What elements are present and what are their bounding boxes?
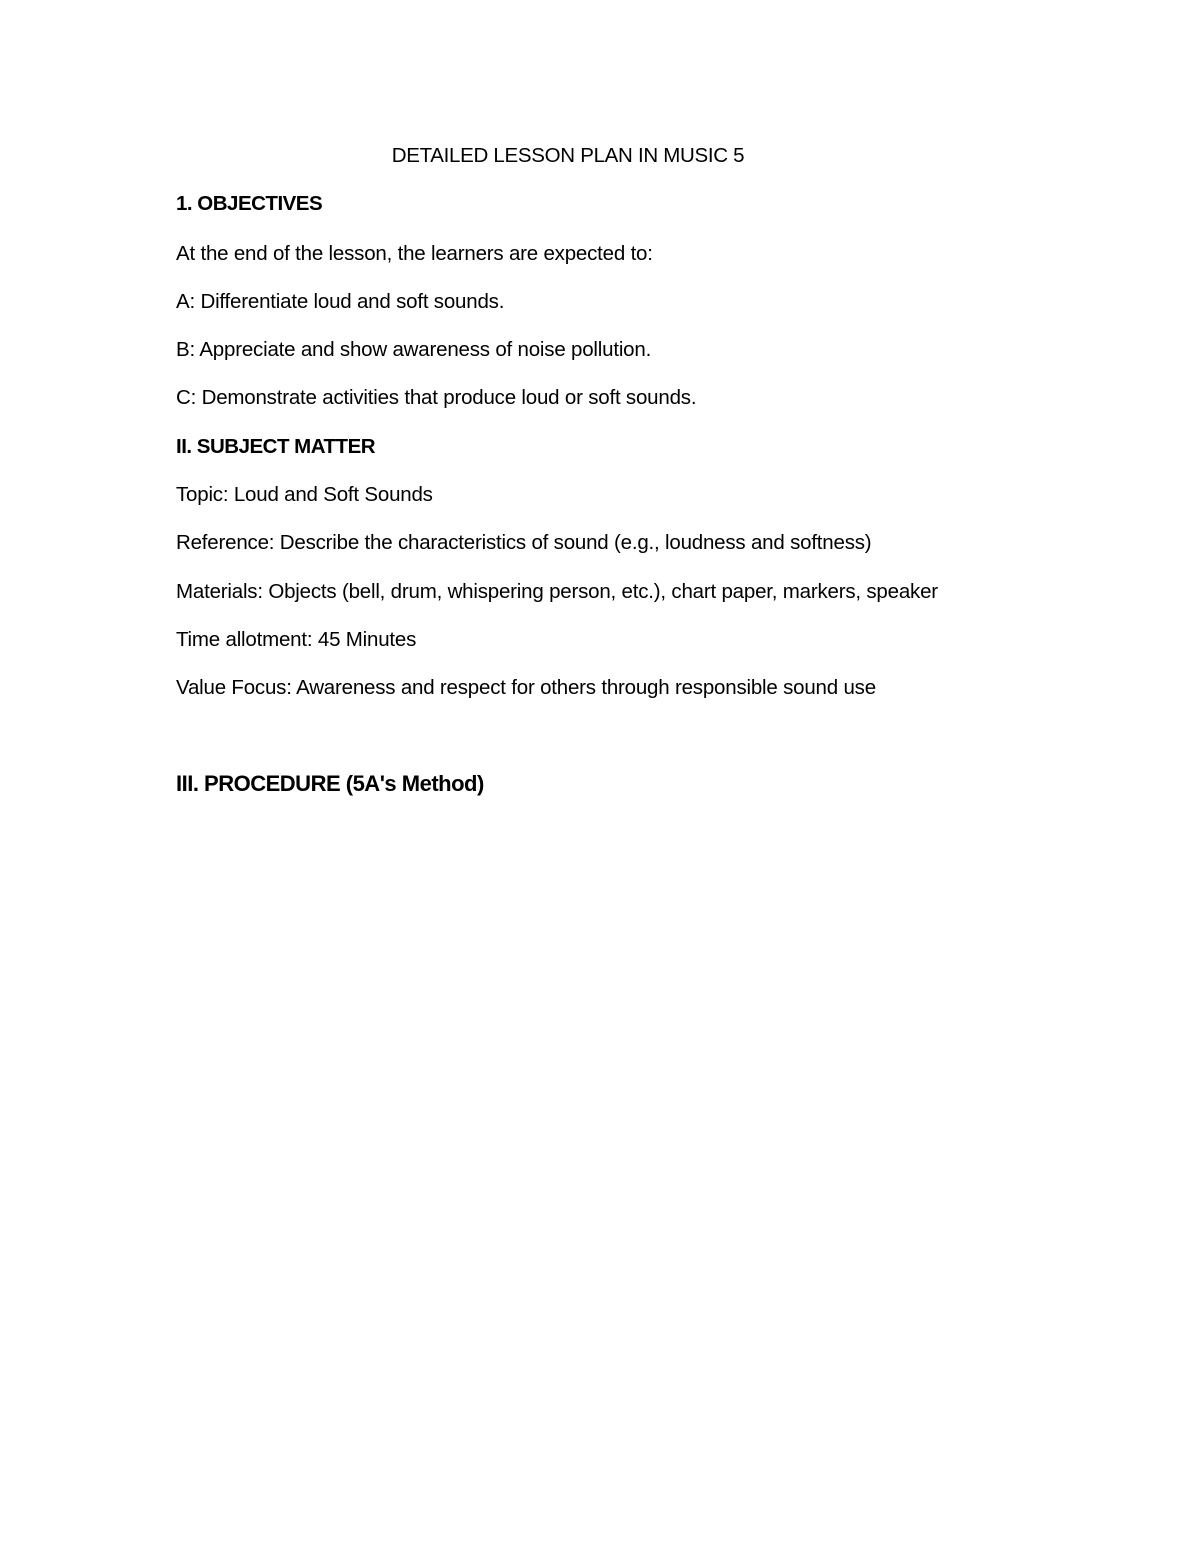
- document-title: DETAILED LESSON PLAN IN MUSIC 5: [391, 144, 745, 167]
- objectives-intro: At the end of the lesson, the learners are expected to:: [176, 242, 653, 265]
- objectives-heading: 1. OBJECTIVES: [176, 192, 323, 215]
- subject-matter-heading: II. SUBJECT MATTER: [176, 435, 376, 458]
- topic-line: Topic: Loud and Soft Sounds: [176, 483, 433, 506]
- procedure-heading: III. PROCEDURE (5A's Method): [176, 771, 484, 796]
- time-allotment-line: Time allotment: 45 Minutes: [176, 628, 417, 651]
- objective-item-b: B: Appreciate and show awareness of noise pollution.: [176, 338, 652, 361]
- objective-item-a: A: Differentiate loud and soft sounds.: [176, 290, 505, 313]
- materials-line: Materials: Objects (bell, drum, whispering person, etc.), chart paper, markers, speaker: [176, 580, 938, 603]
- value-focus-line: Value Focus: Awareness and respect for others through responsible sound use: [176, 676, 876, 699]
- objective-item-c: C: Demonstrate activities that produce loud or soft sounds.: [176, 386, 697, 409]
- reference-line: Reference: Describe the characteristics of sound (e.g., loudness and softness): [176, 531, 872, 554]
